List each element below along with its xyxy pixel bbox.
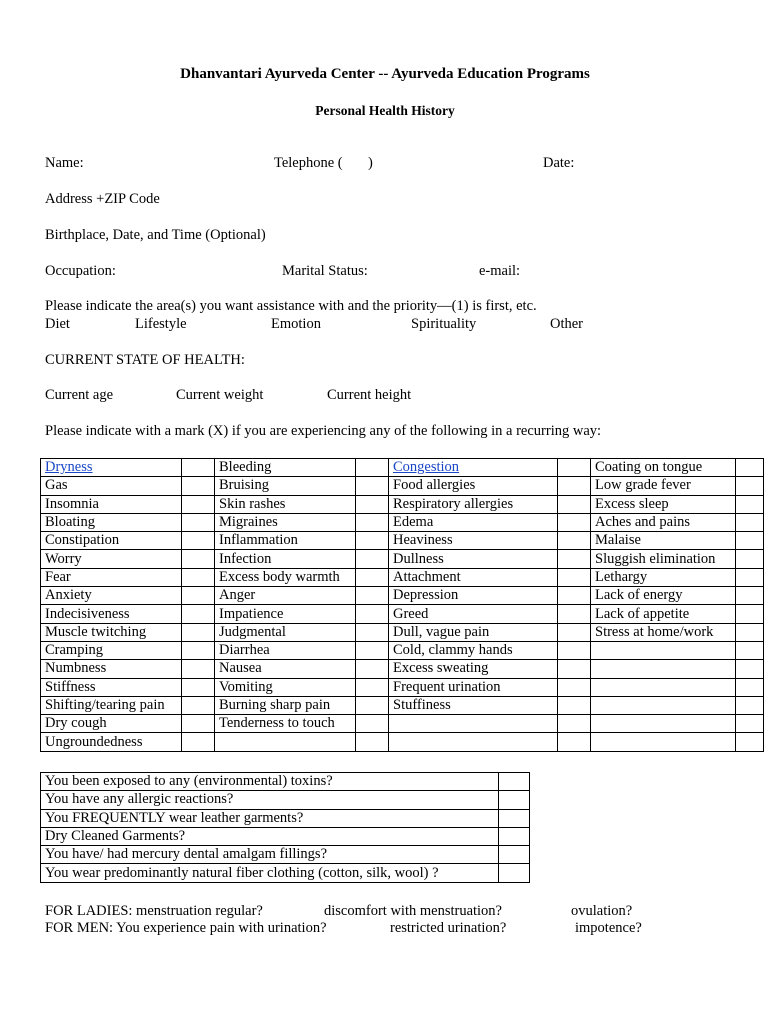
- exposure-question: You been exposed to any (environmental) toxins?: [41, 773, 499, 791]
- table-row: [41, 696, 764, 714]
- current-weight-label: Current weight: [176, 387, 264, 403]
- symptom-label: Aches and pains: [591, 513, 736, 531]
- symptom-label: Migraines: [215, 513, 356, 531]
- symptom-label: Constipation: [41, 532, 182, 550]
- table-row: [41, 623, 764, 641]
- table-row: [41, 733, 764, 751]
- symptom-label: Fear: [41, 568, 182, 586]
- symptom-label: Lack of appetite: [591, 605, 736, 623]
- table-row: [41, 791, 530, 809]
- symptom-label: [591, 660, 736, 678]
- exposure-checkbox[interactable]: [499, 773, 530, 791]
- symptom-checkbox[interactable]: [558, 568, 591, 586]
- symptom-checkbox[interactable]: [356, 623, 389, 641]
- symptom-checkbox[interactable]: [558, 696, 591, 714]
- symptom-label: Congestion: [389, 459, 558, 477]
- table-row: [41, 513, 764, 531]
- exposure-question: You have any allergic reactions?: [41, 791, 499, 809]
- symptom-checkbox[interactable]: [736, 532, 764, 550]
- symptom-checkbox[interactable]: [736, 715, 764, 733]
- table-row: [41, 495, 764, 513]
- symptom-checkbox[interactable]: [558, 587, 591, 605]
- area-spirituality: Spirituality: [411, 316, 477, 332]
- symptom-checkbox[interactable]: [356, 532, 389, 550]
- symptom-label: Inflammation: [215, 532, 356, 550]
- symptom-label: [591, 696, 736, 714]
- table-row: [41, 641, 764, 659]
- symptom-label: Dry cough: [41, 715, 182, 733]
- table-row: [41, 678, 764, 696]
- symptom-label: Excess sleep: [591, 495, 736, 513]
- symptom-checkbox[interactable]: [182, 513, 215, 531]
- symptom-label: Indecisiveness: [41, 605, 182, 623]
- symptom-checkbox[interactable]: [736, 477, 764, 495]
- area-emotion: Emotion: [271, 316, 321, 332]
- symptom-label: Impatience: [215, 605, 356, 623]
- area-other: Other: [550, 316, 584, 332]
- symptom-checkbox[interactable]: [736, 568, 764, 586]
- exposure-question: You have/ had mercury dental amalgam fillings?: [41, 846, 499, 864]
- table-row: [41, 846, 530, 864]
- symptom-label: [215, 733, 356, 751]
- symptom-checkbox[interactable]: [356, 660, 389, 678]
- symptom-checkbox[interactable]: [736, 605, 764, 623]
- symptom-checkbox[interactable]: [182, 696, 215, 714]
- symptom-checkbox[interactable]: [356, 678, 389, 696]
- symptom-label: Nausea: [215, 660, 356, 678]
- symptom-checkbox[interactable]: [736, 660, 764, 678]
- symptom-checkbox[interactable]: [736, 550, 764, 568]
- email-label: e-mail:: [479, 263, 521, 279]
- name-label: Name:: [45, 155, 84, 171]
- ladies-question: FOR LADIES: menstruation regular?: [45, 903, 263, 919]
- symptom-checkbox[interactable]: [558, 459, 591, 477]
- symptom-checkbox[interactable]: [182, 532, 215, 550]
- symptom-label: Dullness: [389, 550, 558, 568]
- symptom-checkbox[interactable]: [182, 715, 215, 733]
- symptom-label: Low grade fever: [591, 477, 736, 495]
- men-impotence: impotence?: [575, 920, 642, 936]
- form-subtitle: Personal Health History: [315, 103, 455, 118]
- symptom-checkbox[interactable]: [182, 459, 215, 477]
- current-age-label: Current age: [45, 387, 114, 403]
- table-row: [41, 532, 764, 550]
- symptom-label: Stiffness: [41, 678, 182, 696]
- exposure-checkbox[interactable]: [499, 846, 530, 864]
- symptom-checkbox[interactable]: [736, 696, 764, 714]
- health-heading: CURRENT STATE OF HEALTH:: [45, 352, 245, 368]
- symptom-label: Coating on tongue: [591, 459, 736, 477]
- symptom-checkbox[interactable]: [558, 660, 591, 678]
- symptom-checkbox[interactable]: [558, 623, 591, 641]
- telephone-label: Telephone ( ): [274, 155, 373, 171]
- symptom-label: Ungroundedness: [41, 733, 182, 751]
- symptom-checkbox[interactable]: [182, 495, 215, 513]
- symptom-checkbox[interactable]: [356, 550, 389, 568]
- symptom-checkbox[interactable]: [558, 733, 591, 751]
- symptom-label: Respiratory allergies: [389, 495, 558, 513]
- symptom-label: Muscle twitching: [41, 623, 182, 641]
- symptom-label: Bleeding: [215, 459, 356, 477]
- symptom-label: Lack of energy: [591, 587, 736, 605]
- symptom-label: Heaviness: [389, 532, 558, 550]
- symptom-checkbox[interactable]: [736, 623, 764, 641]
- symptom-checkbox[interactable]: [182, 623, 215, 641]
- occupation-label: Occupation:: [45, 263, 116, 279]
- exposure-question: Dry Cleaned Garments?: [41, 827, 499, 845]
- symptom-label: Stuffiness: [389, 696, 558, 714]
- symptom-label: Greed: [389, 605, 558, 623]
- table-row: [41, 773, 530, 791]
- symptom-label: Cramping: [41, 641, 182, 659]
- symptom-label: Attachment: [389, 568, 558, 586]
- symptom-checkbox[interactable]: [182, 587, 215, 605]
- symptom-checkbox[interactable]: [736, 678, 764, 696]
- symptom-label: Depression: [389, 587, 558, 605]
- symptom-checkbox[interactable]: [182, 641, 215, 659]
- symptom-label: Frequent urination: [389, 678, 558, 696]
- symptom-label: Anxiety: [41, 587, 182, 605]
- current-height-label: Current height: [327, 387, 412, 403]
- symptom-checkbox[interactable]: [182, 605, 215, 623]
- exposure-question: You FREQUENTLY wear leather garments?: [41, 809, 499, 827]
- symptom-checkbox[interactable]: [558, 477, 591, 495]
- symptom-label: Burning sharp pain: [215, 696, 356, 714]
- men-restricted: restricted urination?: [390, 920, 507, 936]
- symptom-label: Stress at home/work: [591, 623, 736, 641]
- symptom-label: Excess sweating: [389, 660, 558, 678]
- symptom-checkbox[interactable]: [182, 660, 215, 678]
- area-diet: Diet: [45, 316, 70, 332]
- symptom-checkbox[interactable]: [356, 605, 389, 623]
- symptom-table: [40, 458, 764, 752]
- symptom-checkbox[interactable]: [736, 513, 764, 531]
- table-row: [41, 864, 530, 882]
- marital-status-label: Marital Status:: [282, 263, 368, 279]
- symptom-label: Tenderness to touch: [215, 715, 356, 733]
- symptom-checkbox[interactable]: [356, 477, 389, 495]
- symptom-checkbox[interactable]: [182, 477, 215, 495]
- date-label: Date:: [543, 155, 575, 171]
- symptom-checkbox[interactable]: [558, 495, 591, 513]
- symptom-label: Shifting/tearing pain: [41, 696, 182, 714]
- symptom-checkbox[interactable]: [356, 641, 389, 659]
- exposure-checkbox[interactable]: [499, 809, 530, 827]
- table-row: [41, 809, 530, 827]
- symptom-checkbox[interactable]: [356, 587, 389, 605]
- symptom-label: Worry: [41, 550, 182, 568]
- symptom-checkbox[interactable]: [736, 459, 764, 477]
- table-row: [41, 715, 764, 733]
- table-row: [41, 605, 764, 623]
- symptom-label: Numbness: [41, 660, 182, 678]
- symptom-label: [591, 733, 736, 751]
- symptom-label: Excess body warmth: [215, 568, 356, 586]
- symptom-checkbox[interactable]: [356, 513, 389, 531]
- symptom-label: [591, 641, 736, 659]
- priority-instruction: Please indicate the area(s) you want assistance with and the priority—(1) is first, etc.: [45, 298, 537, 314]
- symptom-checkbox[interactable]: [558, 550, 591, 568]
- symptom-label: Cold, clammy hands: [389, 641, 558, 659]
- birthplace-label: Birthplace, Date, and Time (Optional): [45, 227, 266, 243]
- symptom-checkbox[interactable]: [736, 641, 764, 659]
- exposure-checkbox[interactable]: [499, 791, 530, 809]
- table-row: [41, 477, 764, 495]
- table-row: [41, 827, 530, 845]
- symptom-checkbox[interactable]: [558, 532, 591, 550]
- symptom-instruction: Please indicate with a mark (X) if you are experiencing any of the following in a recurring way:: [45, 423, 602, 439]
- symptom-label: Lethargy: [591, 568, 736, 586]
- ladies-discomfort: discomfort with menstruation?: [324, 903, 502, 919]
- symptom-label: Malaise: [591, 532, 736, 550]
- symptom-label: Dryness: [41, 459, 182, 477]
- symptom-checkbox[interactable]: [182, 550, 215, 568]
- symptom-checkbox[interactable]: [558, 641, 591, 659]
- table-row: [41, 459, 764, 477]
- symptom-label: Anger: [215, 587, 356, 605]
- symptom-label: Dull, vague pain: [389, 623, 558, 641]
- exposure-table: [40, 772, 530, 883]
- symptom-checkbox[interactable]: [558, 513, 591, 531]
- symptom-checkbox[interactable]: [182, 678, 215, 696]
- men-question: FOR MEN: You experience pain with urination?: [45, 920, 327, 936]
- symptom-checkbox[interactable]: [736, 587, 764, 605]
- form-title: Dhanvantari Ayurveda Center -- Ayurveda Education Programs: [180, 66, 590, 82]
- symptom-label: Sluggish elimination: [591, 550, 736, 568]
- symptom-label: [389, 733, 558, 751]
- symptom-label: Skin rashes: [215, 495, 356, 513]
- table-row: [41, 568, 764, 586]
- symptom-checkbox[interactable]: [356, 733, 389, 751]
- address-label: Address +ZIP Code: [45, 191, 160, 207]
- symptom-label: Judgmental: [215, 623, 356, 641]
- symptom-label: Vomiting: [215, 678, 356, 696]
- symptom-label: Edema: [389, 513, 558, 531]
- symptom-checkbox[interactable]: [558, 678, 591, 696]
- area-lifestyle: Lifestyle: [135, 316, 187, 332]
- symptom-checkbox[interactable]: [182, 733, 215, 751]
- symptom-checkbox[interactable]: [558, 605, 591, 623]
- symptom-checkbox[interactable]: [182, 568, 215, 586]
- symptom-checkbox[interactable]: [558, 715, 591, 733]
- symptom-label: Food allergies: [389, 477, 558, 495]
- symptom-label: Infection: [215, 550, 356, 568]
- symptom-checkbox[interactable]: [736, 733, 764, 751]
- symptom-checkbox[interactable]: [356, 715, 389, 733]
- symptom-checkbox[interactable]: [356, 459, 389, 477]
- symptom-label: Bruising: [215, 477, 356, 495]
- exposure-checkbox[interactable]: [499, 864, 530, 882]
- table-row: [41, 660, 764, 678]
- symptom-label: [389, 715, 558, 733]
- exposure-checkbox[interactable]: [499, 827, 530, 845]
- symptom-checkbox[interactable]: [356, 495, 389, 513]
- symptom-label: Insomnia: [41, 495, 182, 513]
- symptom-checkbox[interactable]: [356, 568, 389, 586]
- table-row: [41, 550, 764, 568]
- symptom-checkbox[interactable]: [356, 696, 389, 714]
- ladies-ovulation: ovulation?: [571, 903, 633, 919]
- symptom-checkbox[interactable]: [736, 495, 764, 513]
- symptom-label: Bloating: [41, 513, 182, 531]
- exposure-question: You wear predominantly natural fiber clothing (cotton, silk, wool) ?: [41, 864, 499, 882]
- symptom-label: Diarrhea: [215, 641, 356, 659]
- symptom-label: [591, 715, 736, 733]
- symptom-label: Gas: [41, 477, 182, 495]
- symptom-label: [591, 678, 736, 696]
- table-row: [41, 587, 764, 605]
